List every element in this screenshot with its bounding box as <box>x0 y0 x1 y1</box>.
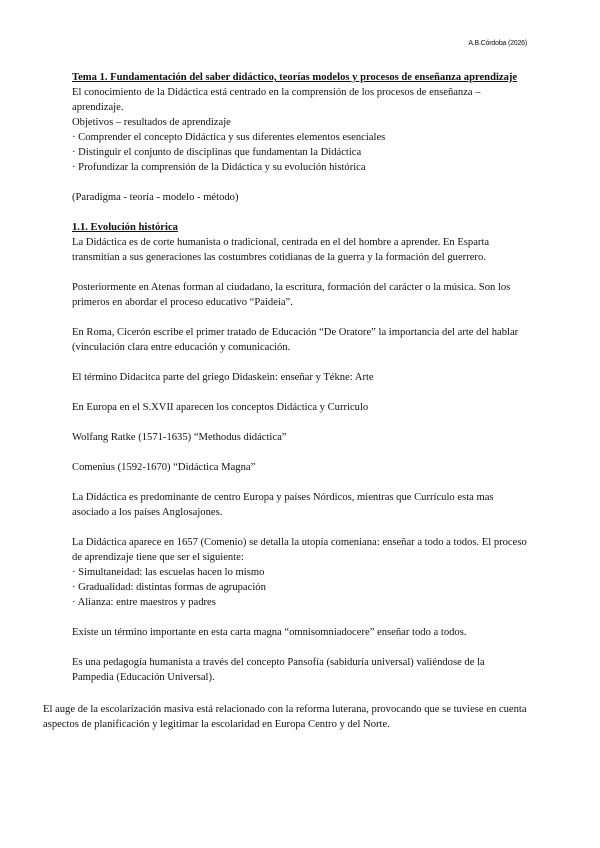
objective-item: · Comprender el concepto Didáctica y sus diferentes elementos esenciales <box>72 132 386 143</box>
closing-paragraph: Existe un término importante en esta carta magna “omnisomniadocere” enseñar todo a todos. <box>72 627 467 638</box>
objective-item: · Distinguir el conjunto de disciplinas que fundamentan la Didáctica <box>72 147 362 158</box>
history-paragraph: Comenius (1592-1670) “Didáctica Magna” <box>72 462 256 473</box>
intro-paragraph: El conocimiento de la Didáctica está centrado en la comprensión de los procesos de enseñanza – aprendizaje. <box>72 87 481 113</box>
comenius-list-item: · Alianza: entre maestros y padres <box>72 597 216 608</box>
closing-paragraph: Es una pedagogía humanista a través del concepto Pansofía (sabiduría universal) valiéndose de la Pampedia (Educación Universal). <box>72 657 485 683</box>
page-title: Tema 1. Fundamentación del saber didáctico, teorías modelos y procesos de enseñanza aprendizaje <box>72 72 518 83</box>
history-paragraph: La Didáctica es de corte humanista o tradicional, centrada en el del hombre a aprender. En Esparta transmitían a sus generaciones las costumbres cotidianas de la guerra y la formación del guerrero. <box>72 237 490 263</box>
section-title: 1.1. Evolución histórica <box>72 222 178 233</box>
paradigm-line: (Paradigma - teoría - modelo - método) <box>72 192 239 203</box>
footer-paragraph: El auge de la escolarización masiva está relacionado con la reforma luterana, provocando que se tuviese en cuenta aspectos de planificación y legitimar la escolaridad en Europa Centro y del Norte. <box>43 704 527 730</box>
history-paragraph: En Roma, Cicerón escribe el primer tratado de Educación “De Oratore” la importancia del arte del hablar (vinculación clara entre educación y comunicación. <box>72 327 519 353</box>
objective-item: · Profundizar la comprensión de la Didáctica y su evolución histórica <box>72 162 366 173</box>
objectives-heading: Objetivos – resultados de aprendizaje <box>72 117 231 128</box>
page-header-author: A.B.Córdoba (2026) <box>468 40 527 47</box>
history-paragraph: La Didáctica es predominante de centro Europa y países Nórdicos, mientras que Currículo esta mas asociado a los países Anglosajones. <box>72 492 494 518</box>
comenius-list-item: · Simultaneidad: las escuelas hacen lo mismo <box>72 567 265 578</box>
history-paragraph: Posteriormente en Atenas forman al ciudadano, la escritura, formación del carácter o la música. Son los primeros en abordar el proceso educativo “Paideia”. <box>72 282 511 308</box>
history-paragraph: Wolfang Ratke (1571-1635) “Methodus didáctica” <box>72 432 287 443</box>
history-paragraph: En Europa en el S.XVII aparecen los conceptos Didáctica y Curriculo <box>72 402 369 413</box>
comenius-paragraph: La Didáctica aparece en 1657 (Comenio) se detalla la utopía comeniana: enseñar a todo a todos. El proceso de aprendizaje tiene que ser el siguiente: <box>72 537 527 563</box>
document-body <box>72 70 527 685</box>
history-paragraph: El término Didacitca parte del griego Didaskein: enseñar y Tékne: Arte <box>72 372 374 383</box>
comenius-list-item: · Gradualidad: distintas formas de agrupación <box>72 582 266 593</box>
